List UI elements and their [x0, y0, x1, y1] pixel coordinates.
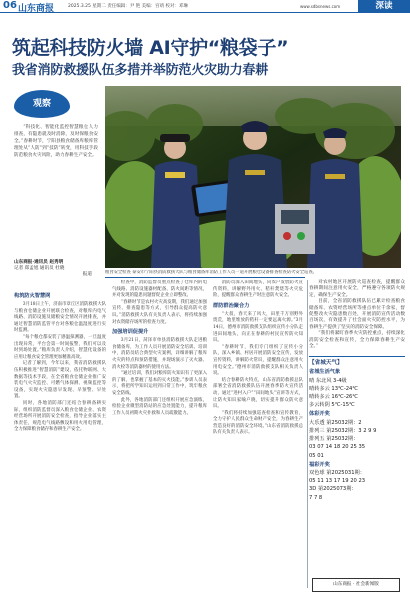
- info-box: [309, 356, 405, 501]
- article-column-3: [213, 280, 303, 588]
- section-heading: 群防群治聚合力: [213, 302, 250, 309]
- paragraph: 目前，全省消防救援队伍已累计检查粮食储备库、农资经营场所等重点单位千余家，督促整改火灾隐患数百处，开展消防宣传活动数百场次，有效提升了社会面火灾防控水平，为春耕生产提供了坚实的消防安全保障。: [309, 299, 405, 330]
- sidebar-column: [309, 280, 405, 590]
- weather-line: 晴 东北风 3-4级: [309, 377, 347, 384]
- section-heading: 构筑防火智慧网: [14, 293, 51, 299]
- paragraph: 3月18日上午，济南市章丘区消防救援大队与粮食仓储企业开展联合检查，对粮库内电气线路、消防设施及储粮安全情况开展排查，并通过智慧消防监管平台对各粮仓温湿度进行实时监测。: [14, 302, 106, 334]
- paragraph: “我们将持续加强巡查检查和宣传教育，全力守护人民群众生命财产安全，为春耕生产营造良好的消防安全环境。”山东省消防救援总队有关负责人表示。: [213, 410, 303, 436]
- article-column-2: [112, 280, 207, 588]
- lottery-line: 大乐透 第25032期：2: [309, 419, 362, 426]
- paragraph: 同时，各地消防部门还结合春耕备耕实际，组织消防监督员深入粮食仓储企业、农资经营场所开展消防安全检查，指导企业落实主体责任，规范电气线路敷设和用火用电管理，全力保障粮食储存和春耕生产安全。: [14, 400, 106, 433]
- paragraph: “通过培训，我们对粮库防火知识有了更深入的了解，也掌握了基本的灭火技能。”参训人员表示，将把所学知识运用到日常工作中，筑牢粮食安全防线。: [112, 371, 207, 396]
- fc-lottery-line: 05 11 13 17 19 20 23: [309, 478, 366, 485]
- paragraph: 消防员深入田间地头，向农户发放防火宣传资料，讲解野外用火、秸秆焚烧等火灾危险，提醒群众春耕生产时注意防火安全。: [213, 280, 303, 299]
- fc-lottery-line: 双色球 第2025031期：: [309, 469, 365, 476]
- fc-lottery-title: 福彩开奖: [309, 461, 330, 468]
- paragraph: 对农村地区开展防火巡查检查，提醒群众春耕期间注意用火安全，严格遵守各项防火规定，确保生产安全。: [309, 280, 405, 298]
- divider: [105, 277, 305, 278]
- byline-line1: 山东商报·通讯员 赵秀明: [14, 260, 64, 265]
- paragraph: “每个粮仓都安装了感温探测器，一旦温度出现异常，平台会第一时间报警，我们可以及时到场处置。”粮库负责人介绍，智慧化设备的应用让粮食安全管理更加精准高效。: [14, 334, 106, 360]
- paragraph: 记者了解到，今年以来，我省消防救援队伍积极推进“智慧消防”建设，依托物联网、大数据等技术手段，在全省粮食仓储企业推广安装电气火灾监控、可燃气体探测、视频监控等设备，实现火灾隐患早发现、早预警、早处置。: [14, 361, 106, 400]
- fc-lottery-line: 7 7 8: [309, 494, 323, 501]
- paragraph: 3月21日，菏泽市单县消防救援大队走进粮食储备库，为工作人员开展消防安全培训。培训中，消防员结合典型火灾案例，详细讲解了粮库火灾的特点和预防措施，并现场演示了灭火器、消火栓等消防器材的使用方法。: [112, 338, 207, 370]
- footer-stamp: 山东商报 · 社会新闻版: [312, 578, 400, 592]
- weather-subtitle: 省城生活气象: [309, 369, 341, 376]
- weather-line: 多云转阴 5℃-15℃: [309, 402, 355, 409]
- website-link[interactable]: www.sdbsnews.com: [300, 4, 341, 9]
- page-number: 06: [3, 0, 17, 11]
- sidebar-text: [309, 280, 405, 350]
- headline: 筑起科技防火墙 AI守护“粮袋子”: [12, 37, 289, 59]
- paragraph: 此外，各地消防部门还组织开展应急演练，检验企业微型消防站的应急处置能力，提升粮库工作人员初期火灾扑救和人员疏散能力。: [112, 397, 207, 416]
- lottery-line: 05 01: [309, 452, 324, 459]
- byline: [14, 260, 98, 278]
- page-header: [0, 0, 410, 13]
- byline-line2: 记者 郑孟旭 通讯员 杜晓: [14, 266, 65, 271]
- byline-line3: 报道: [82, 272, 92, 277]
- paragraph: “春耕时节，我们专门组织了宣传小分队，深入乡镇、村居开展消防安全宣传，发放宣传资料，讲解防火常识，提醒群众注意用火用电安全。”德州市消防救援支队相关负责人说。: [213, 344, 303, 377]
- lottery-line: 排列三 第25032期：3 2 9 9: [309, 427, 377, 434]
- paragraph: “春耕时节是农村火灾高发期，我们通过加强宣传、排查隐患等方式，引导群众提高防火意识。”消防救援大队有关负责人表示，将持续加强对农资储存场所的检查力度。: [112, 299, 207, 325]
- lottery-title: 体彩开奖: [309, 411, 330, 418]
- divider-vertical: [307, 280, 308, 588]
- news-photo: [105, 86, 401, 268]
- weather-title: 【省城天气】: [309, 360, 343, 367]
- paragraph: “大叔，春天来了风大，田里千万别野外烧荒，地里堆放的秸秆一定要远离火源。”3月14日，德州市消防救援支队组织宣传小分队走进田间地头，向正在春耕的村民宣传防火知识。: [213, 311, 303, 344]
- article-column-1: [14, 290, 106, 588]
- weather-line: 晴转多云 13℃-24℃: [309, 385, 359, 392]
- lottery-line: 排列五 第25032期：: [309, 436, 359, 443]
- issue-date: 2025.3.25 星期二 责任编辑：尹 艳 美编：宫靖 校对：邓琳: [68, 4, 189, 9]
- paper-name: 山东商报: [18, 4, 55, 14]
- lottery-line: 03 07 14 18 20 25 35: [309, 444, 366, 451]
- photo-caption: 粮食安全检查 泰安市宁阳县消防救援大队与粮食储备库消防工作人员一道开展粮仓设备排查检查防火安全巡查。: [105, 270, 317, 275]
- subheadline: 我省消防救援队伍多措并举防范火灾助力春耕: [12, 63, 269, 78]
- section-heading: 加强培训促提升: [112, 329, 149, 336]
- paragraph: “我们将紧盯春季火灾防控重点，持续深化消防安全检查和宣传，全力保障春耕生产安全。”: [309, 331, 405, 350]
- weather-line: 晴转多云 16℃-26℃: [309, 394, 359, 401]
- section-tag: 深读: [358, 0, 410, 13]
- firefighters-photo-image: [105, 86, 401, 268]
- paragraph: 检查中，消防监督员重点检查了仓库内的电气线路、消防设施器材配备、防火间距等情况，并对发现的隐患问题督促企业立即整改。: [112, 280, 207, 299]
- paragraph: 结合春耕防火特点，山东省消防救援总队部署全省消防救援队伍开展春季防火宣传活动，通过“进村入户”“田间地头”宣讲等方式，让防火知识家喻户晓，切实提升群众防火意识。: [213, 377, 303, 410]
- observation-badge: 观察: [14, 90, 70, 118]
- fc-lottery-line: 3D 第2025073期：: [309, 486, 357, 493]
- intro-column: [14, 124, 98, 262]
- intro-text: “科技化、智能化监控智慧粮仓人力排查，有隐患就及时消除，及时保粮食安全。”春耕时节，宁阳县粮食储备库粮库管理处从“人防”到“技防”转变，用科技手段防范粮食火灾风险，助力春耕生产安全。: [14, 125, 98, 158]
